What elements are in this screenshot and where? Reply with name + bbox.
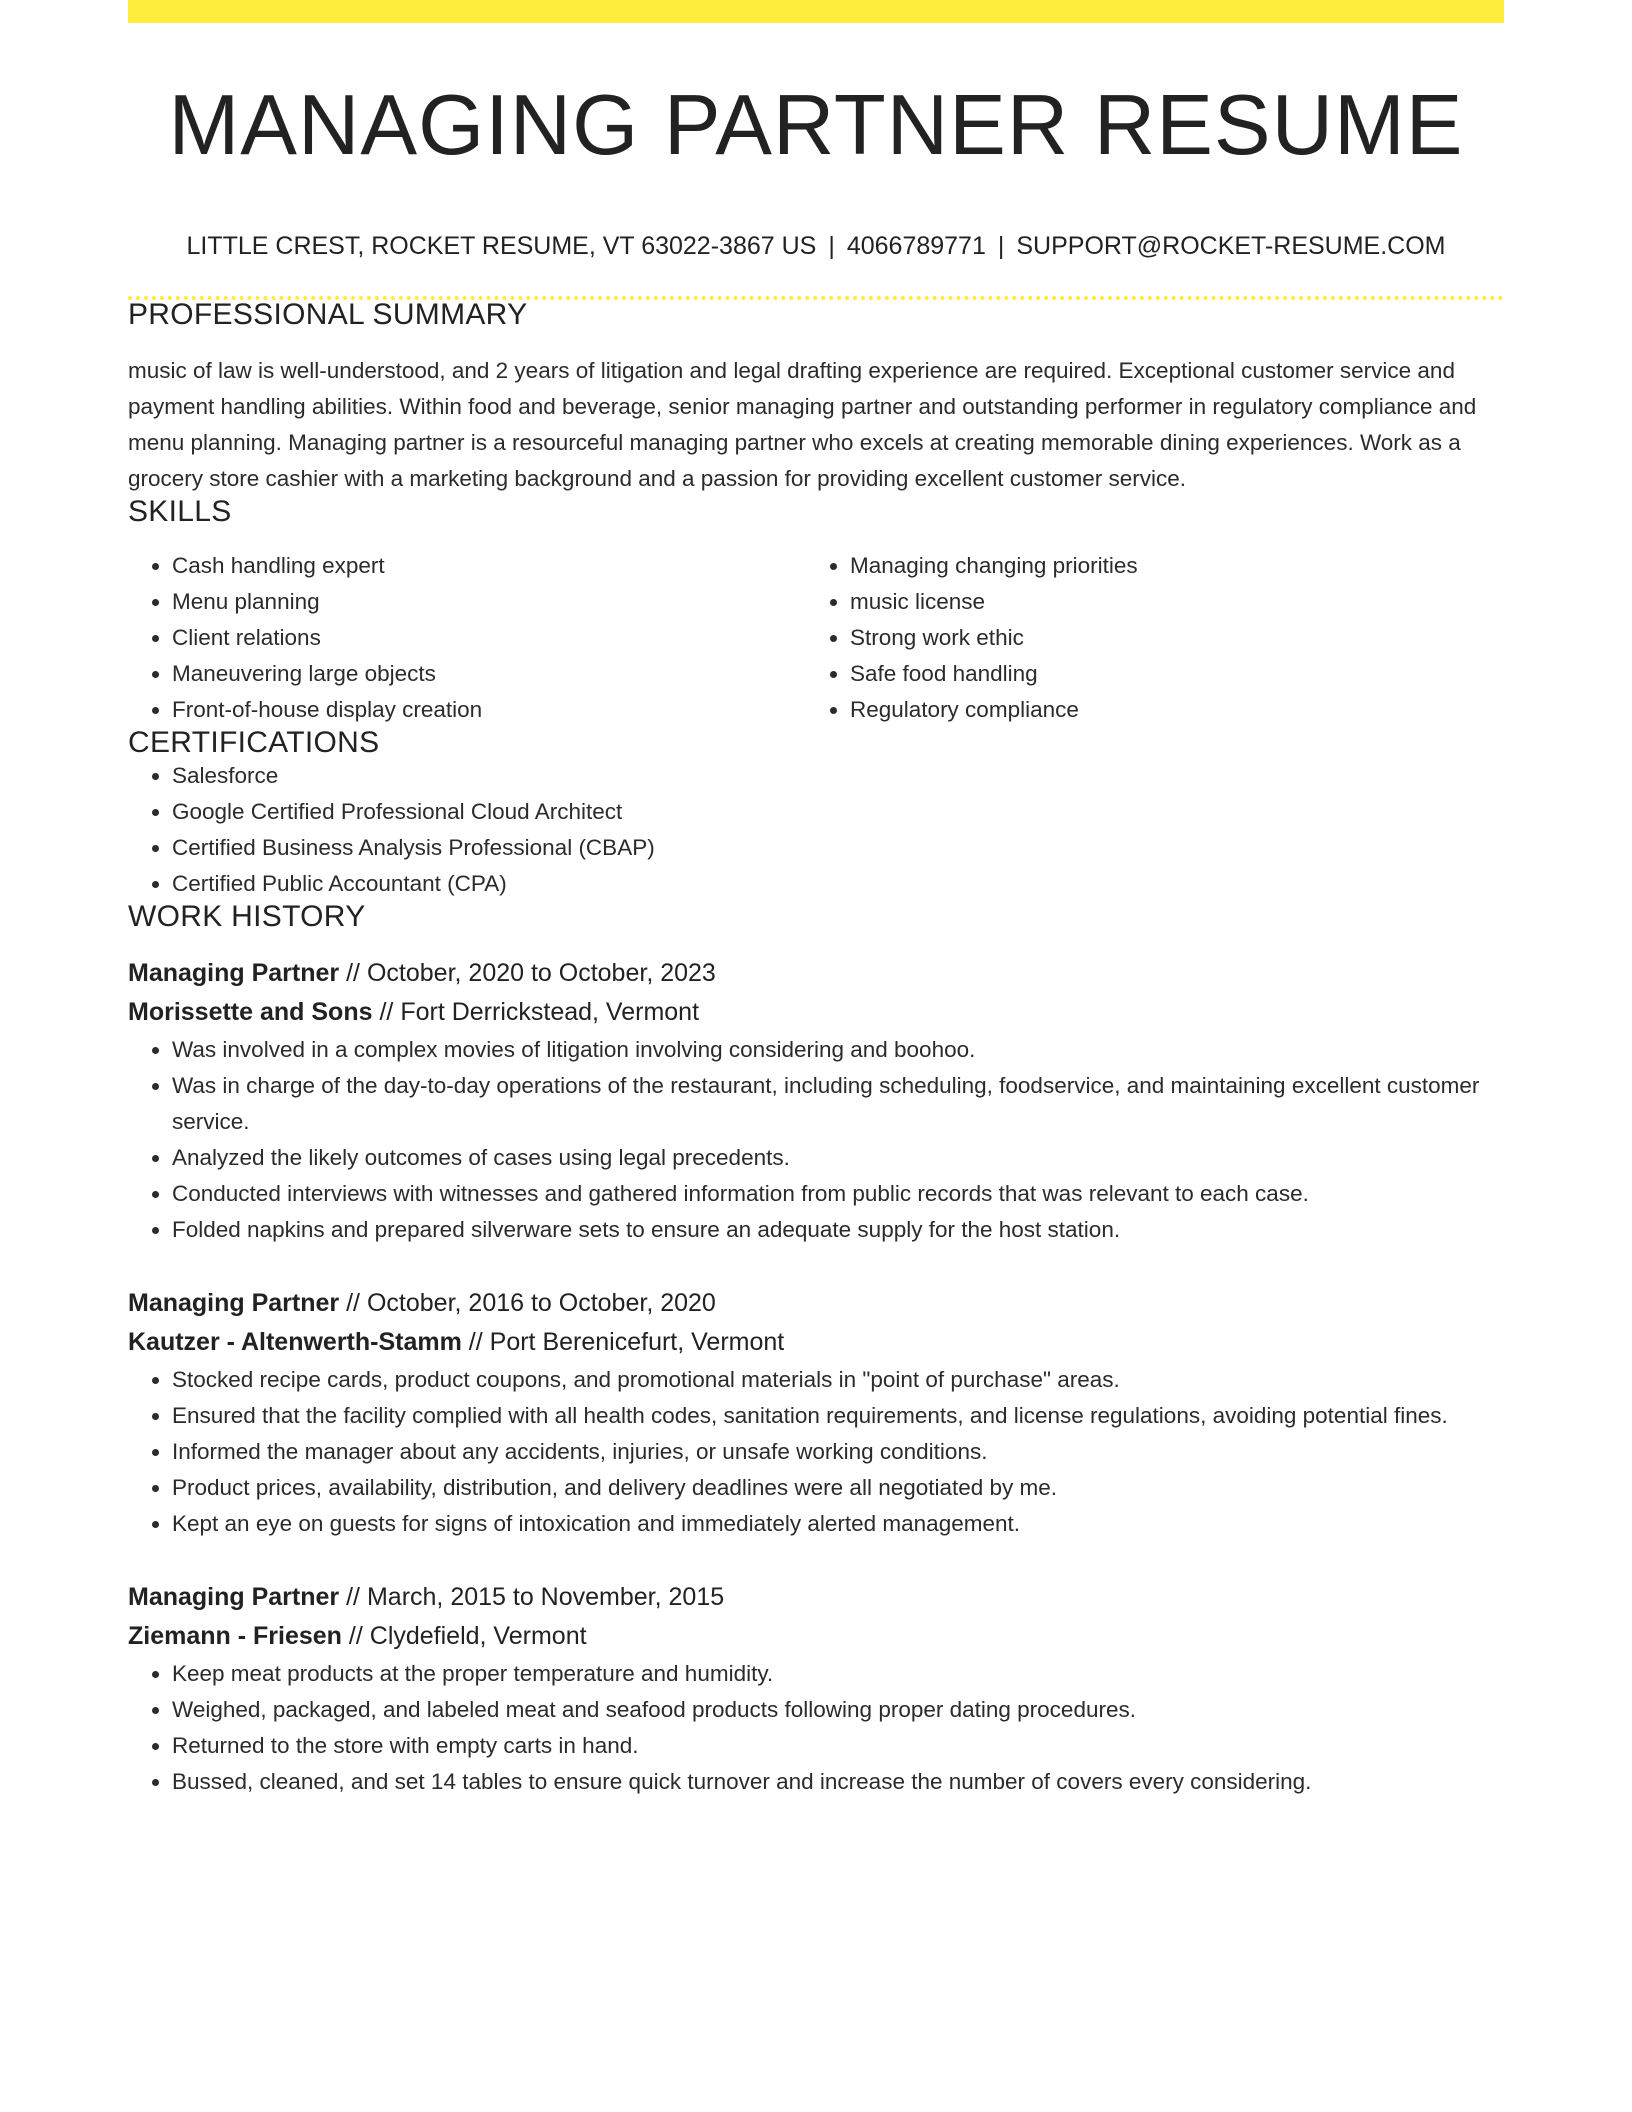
skills-columns	[128, 548, 1504, 728]
job-title: Managing Partner	[128, 1289, 340, 1317]
job-bullet: • Folded napkins and prepared silverware sets to ensure an adequate supply for the host station.	[172, 1212, 1504, 1248]
job-bullet: • Informed the manager about any accidents, injuries, or unsafe working conditions.	[172, 1434, 1504, 1470]
skill-item: • Maneuvering large objects	[172, 656, 806, 692]
contact-separator: |	[997, 232, 1005, 260]
job-dates: October, 2016 to October, 2020	[366, 1289, 716, 1317]
certifications-heading: CERTIFICATIONS	[128, 726, 380, 759]
skill-item: • Managing changing priorities	[850, 548, 1484, 584]
job-separator: //	[346, 959, 361, 987]
job-location: Port Berenicefurt, Vermont	[489, 1328, 785, 1356]
job-bullets	[128, 1362, 1504, 1542]
job-company-line	[128, 993, 1504, 1032]
certification-item: • Certified Business Analysis Professional (CBAP)	[172, 830, 1504, 866]
job-dates: March, 2015 to November, 2015	[366, 1583, 725, 1611]
top-accent-bar	[128, 0, 1504, 23]
skill-item: • Regulatory compliance	[850, 692, 1484, 728]
job-dates: October, 2020 to October, 2023	[366, 959, 716, 987]
job-bullet: • Bussed, cleaned, and set 14 tables to ensure quick turnover and increase the number of covers every considering.	[172, 1764, 1504, 1800]
job-bullet: • Stocked recipe cards, product coupons, and promotional materials in "point of purchase" areas.	[172, 1362, 1504, 1398]
job-bullet: • Ensured that the facility complied with all health codes, sanitation requirements, and license regulations, avoiding potential fines.	[172, 1398, 1504, 1434]
job-bullet: • Kept an eye on guests for signs of intoxication and immediately alerted management.	[172, 1506, 1504, 1542]
job-company: Kautzer - Altenwerth-Stamm	[128, 1328, 462, 1356]
job-bullet: • Product prices, availability, distribution, and delivery deadlines were all negotiated by me.	[172, 1470, 1504, 1506]
job-title-line	[128, 1284, 1504, 1323]
skills-list-left	[128, 548, 806, 728]
job-bullets	[128, 1656, 1504, 1800]
job-company-line	[128, 1323, 1504, 1362]
certification-item: • Certified Public Accountant (CPA)	[172, 866, 1504, 902]
job-entry	[128, 954, 1504, 1248]
job-company: Ziemann - Friesen	[128, 1622, 342, 1650]
skill-item: • music license	[850, 584, 1484, 620]
job-separator: //	[346, 1289, 361, 1317]
skills-heading: SKILLS	[128, 495, 232, 528]
job-bullet: • Weighed, packaged, and labeled meat and seafood products following proper dating procedures.	[172, 1692, 1504, 1728]
skill-item: • Cash handling expert	[172, 548, 806, 584]
contact-separator: |	[828, 232, 835, 260]
summary-heading: PROFESSIONAL SUMMARY	[128, 298, 528, 331]
contact-address: LITTLE CREST, ROCKET RESUME, VT 63022-3867 US	[186, 232, 817, 260]
certification-item: • Google Certified Professional Cloud Architect	[172, 794, 1504, 830]
contact-line	[128, 234, 1504, 259]
job-separator: //	[468, 1328, 483, 1356]
job-title-line	[128, 954, 1504, 993]
job-company-line	[128, 1617, 1504, 1656]
job-title-line	[128, 1578, 1504, 1617]
job-entry	[128, 1284, 1504, 1542]
job-entry	[128, 1578, 1504, 1800]
job-location: Clydefield, Vermont	[369, 1622, 587, 1650]
summary-text: music of law is well-understood, and 2 years of litigation and legal drafting experience are required. Exceptional customer service and payment handling abilities. Within food and beverage, senior managing partner and outstanding performer in regulatory compliance and menu planning. Managing partner is a resourceful managing partner who excels at creating memorable dining experiences. Work as a grocery store cashier with a marketing background and a passion for providing excellent customer service.	[128, 358, 1477, 491]
job-separator: //	[348, 1622, 363, 1650]
job-title: Managing Partner	[128, 959, 340, 987]
job-bullet: • Analyzed the likely outcomes of cases using legal precedents.	[172, 1140, 1504, 1176]
job-bullet: • Returned to the store with empty carts in hand.	[172, 1728, 1504, 1764]
page-title: MANAGING PARTNER RESUME	[168, 78, 1464, 173]
job-bullets	[128, 1032, 1504, 1248]
job-separator: //	[346, 1583, 361, 1611]
skill-item: • Client relations	[172, 620, 806, 656]
contact-phone: 4066789771	[846, 232, 986, 260]
job-company: Morissette and Sons	[128, 998, 373, 1026]
certification-item: • Salesforce	[172, 758, 1504, 794]
skills-list-right	[806, 548, 1484, 728]
skill-item: • Front-of-house display creation	[172, 692, 806, 728]
job-bullet: • Was involved in a complex movies of litigation involving considering and boohoo.	[172, 1032, 1504, 1068]
contact-email: SUPPORT@ROCKET-RESUME.COM	[1016, 232, 1446, 260]
certifications-list	[128, 758, 1504, 902]
skill-item: • Strong work ethic	[850, 620, 1484, 656]
job-bullet: • Keep meat products at the proper temperature and humidity.	[172, 1656, 1504, 1692]
job-bullet: • Conducted interviews with witnesses and gathered information from public records that was relevant to each case.	[172, 1176, 1504, 1212]
job-bullet: • Was in charge of the day-to-day operations of the restaurant, including scheduling, foodservice, and maintaining excellent customer service.	[172, 1068, 1504, 1140]
skill-item: • Safe food handling	[850, 656, 1484, 692]
job-title: Managing Partner	[128, 1583, 340, 1611]
work-history-heading: WORK HISTORY	[128, 900, 366, 933]
job-location: Fort Derrickstead, Vermont	[400, 998, 700, 1026]
skill-item: • Menu planning	[172, 584, 806, 620]
resume-page	[128, 0, 1504, 1800]
job-separator: //	[379, 998, 394, 1026]
